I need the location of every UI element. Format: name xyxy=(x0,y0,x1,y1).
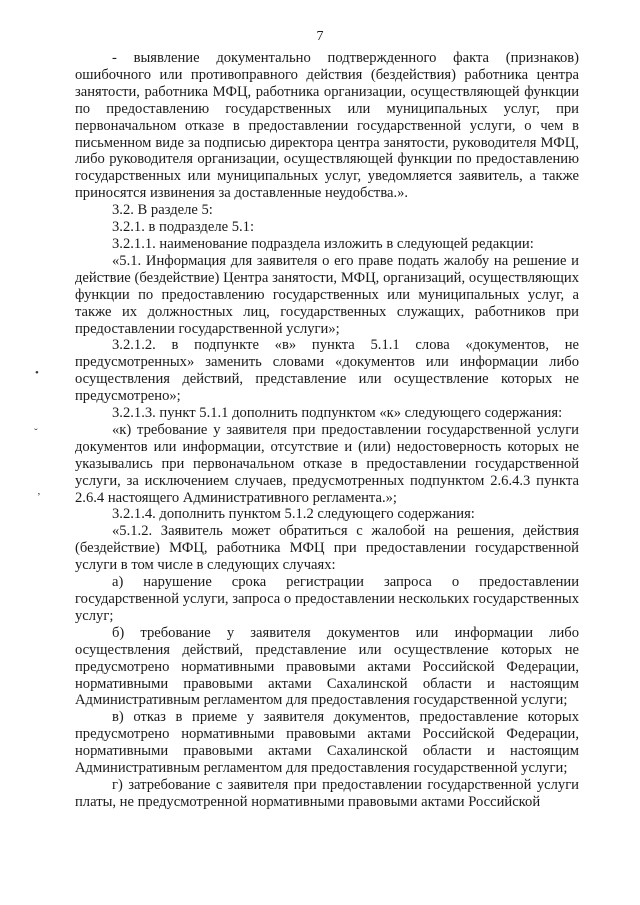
paragraph-item-a: а) нарушение срока регистрации запроса о предоставлении государственной услуги, запроса о предоставлении нескольких государственных услуг; xyxy=(75,574,579,624)
paragraph-identification-of-error: - выявление документально подтвержденного факта (признаков) ошибочного или противоправного действия (бездействия) работника центра занятости, работника МФЦ, работника организации, осуществляющей функции по предоставлению государственных или муниципальных услуг, при первоначальном отказе в предоставлении государственной услуги, о чем в письменном виде за подписью директора центра занятости, руководителя МФЦ, либо руководителя организации, осуществляющей функции по предоставлению государственных или муниципальных услуг, уведомляется заявитель, а также приносятся извинения за доставленные неудобства.». xyxy=(75,50,579,202)
paragraph-3-2-1: 3.2.1. в подразделе 5.1: xyxy=(112,219,255,236)
document-body xyxy=(75,50,579,811)
scan-speck-mark: ‚ xyxy=(37,485,41,497)
paragraph-3-2-1-4: 3.2.1.4. дополнить пунктом 5.1.2 следующего содержания: xyxy=(112,506,475,523)
paragraph-3-2-1-1: 3.2.1.1. наименование подраздела изложить в следующей редакции: xyxy=(112,235,534,252)
paragraph-3-2-1-2: 3.2.1.2. в подпункте «в» пункта 5.1.1 слова «документов, не предусмотренных» заменить словами «документов или информации либо осуществления действий, представление или осуществление которых не предусмотрено»; xyxy=(75,337,579,405)
paragraph-subitem-k: «к) требование у заявителя при предоставлении государственной услуги документов или информации, отсутствие и (или) недостоверность которых не указывались при первоначальном отказе в предоставлении государственной услуги, за исключением случаев, предусмотренных подпунктом 2.6.4.3 пункта 2.6.4 настоящего Административного регламента.»; xyxy=(75,421,579,506)
paragraph-3-2-1-3: 3.2.1.3. пункт 5.1.1 дополнить подпунктом «к» следующего содержания: xyxy=(112,405,563,422)
page-number: 7 xyxy=(316,29,324,44)
scan-speck-mark: ˇ xyxy=(34,427,38,439)
scan-speck-mark: • xyxy=(35,367,39,379)
paragraph-item-v: в) отказ в приеме у заявителя документов, предоставление которых предусмотрено нормативными правовыми актами Российской Федерации, нормативными правовыми актами Сахалинской области и настоящим Административным регламентом для предоставления государственной услуги; xyxy=(75,709,579,777)
paragraph-section-3-2: 3.2. В разделе 5: xyxy=(112,202,213,219)
paragraph-5-1-title: «5.1. Информация для заявителя о его праве подать жалобу на решение и действие (бездействие) Центра занятости, МФЦ, организаций, осуществляющих функции по предоставлению государственных или муниципальных услуг, а также их должностных лиц, государственных служащих, работников при предоставлении государственной услуги»; xyxy=(75,252,579,337)
paragraph-item-g: г) затребование с заявителя при предоставлении государственной услуги платы, не предусмотренной нормативными правовыми актами Российской xyxy=(75,776,579,810)
paragraph-5-1-2: «5.1.2. Заявитель может обратиться с жалобой на решения, действия (бездействие) МФЦ, работника МФЦ при предоставлении государственной услуги в том числе в следующих случаях: xyxy=(75,523,579,574)
paragraph-item-b: б) требование у заявителя документов или информации либо осуществления действий, представление или осуществление которых не предусмотрено нормативными правовыми актами Российской Федерации, нормативными правовыми актами Сахалинской области и настоящим Административным регламентом для предоставления государственной услуги; xyxy=(75,624,579,709)
